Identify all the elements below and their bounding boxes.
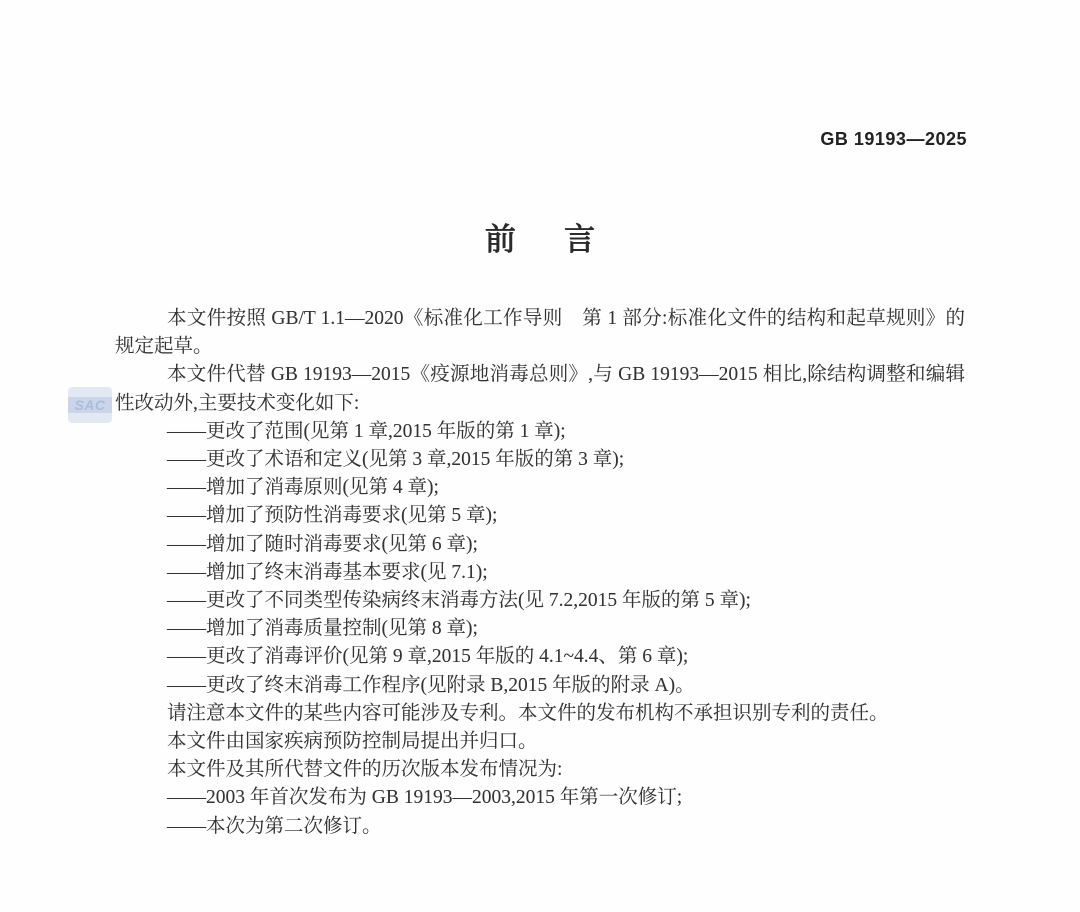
change-item: ——增加了预防性消毒要求(见第 5 章); — [167, 505, 498, 527]
change-item: ——更改了术语和定义(见第 3 章,2015 年版的第 3 章); — [167, 449, 625, 471]
change-item: ——增加了随时消毒要求(见第 6 章); — [167, 533, 478, 555]
paragraph-scope-basis: 本文件按照 GB/T 1.1—2020《标准化工作导则 第 1 部分:标准化文件的结构和起草规则》的规定起草。 — [115, 308, 965, 358]
change-item: ——更改了范围(见第 1 章,2015 年版的第 1 章); — [167, 420, 566, 442]
change-item: ——增加了终末消毒基本要求(见 7.1); — [167, 561, 488, 583]
page-title: 前 言 — [484, 222, 604, 257]
change-item: ——更改了消毒评价(见第 9 章,2015 年版的 4.1~4.4、第 6 章); — [167, 646, 689, 668]
history-item: ——本次为第二次修订。 — [167, 815, 382, 837]
change-item: ——更改了不同类型传染病终末消毒方法(见 7.2,2015 年版的第 5 章); — [167, 590, 751, 612]
change-item: ——增加了消毒质量控制(见第 8 章); — [167, 618, 478, 640]
paragraph-replaces: 本文件代替 GB 19193—2015《疫源地消毒总则》,与 GB 19193—2015 相比,除结构调整和编辑性改动外,主要技术变化如下: — [115, 364, 965, 414]
sac-watermark-text: SAC — [68, 397, 112, 413]
change-item: ——更改了终末消毒工作程序(见附录 B,2015 年版的附录 A)。 — [167, 674, 695, 696]
change-item: ——增加了消毒原则(见第 4 章); — [167, 477, 439, 499]
paragraph-patent-notice: 请注意本文件的某些内容可能涉及专利。本文件的发布机构不承担识别专利的责任。 — [167, 702, 889, 724]
paragraph-issuing-body: 本文件由国家疾病预防控制局提出并归口。 — [167, 731, 538, 753]
paragraph-version-history: 本文件及其所代替文件的历次版本发布情况为: — [167, 759, 563, 781]
history-item: ——2003 年首次发布为 GB 19193—2003,2015 年第一次修订; — [167, 787, 683, 809]
document-body — [115, 305, 965, 841]
sac-watermark-logo — [68, 387, 112, 423]
standard-number: GB 19193—2025 — [820, 129, 967, 149]
